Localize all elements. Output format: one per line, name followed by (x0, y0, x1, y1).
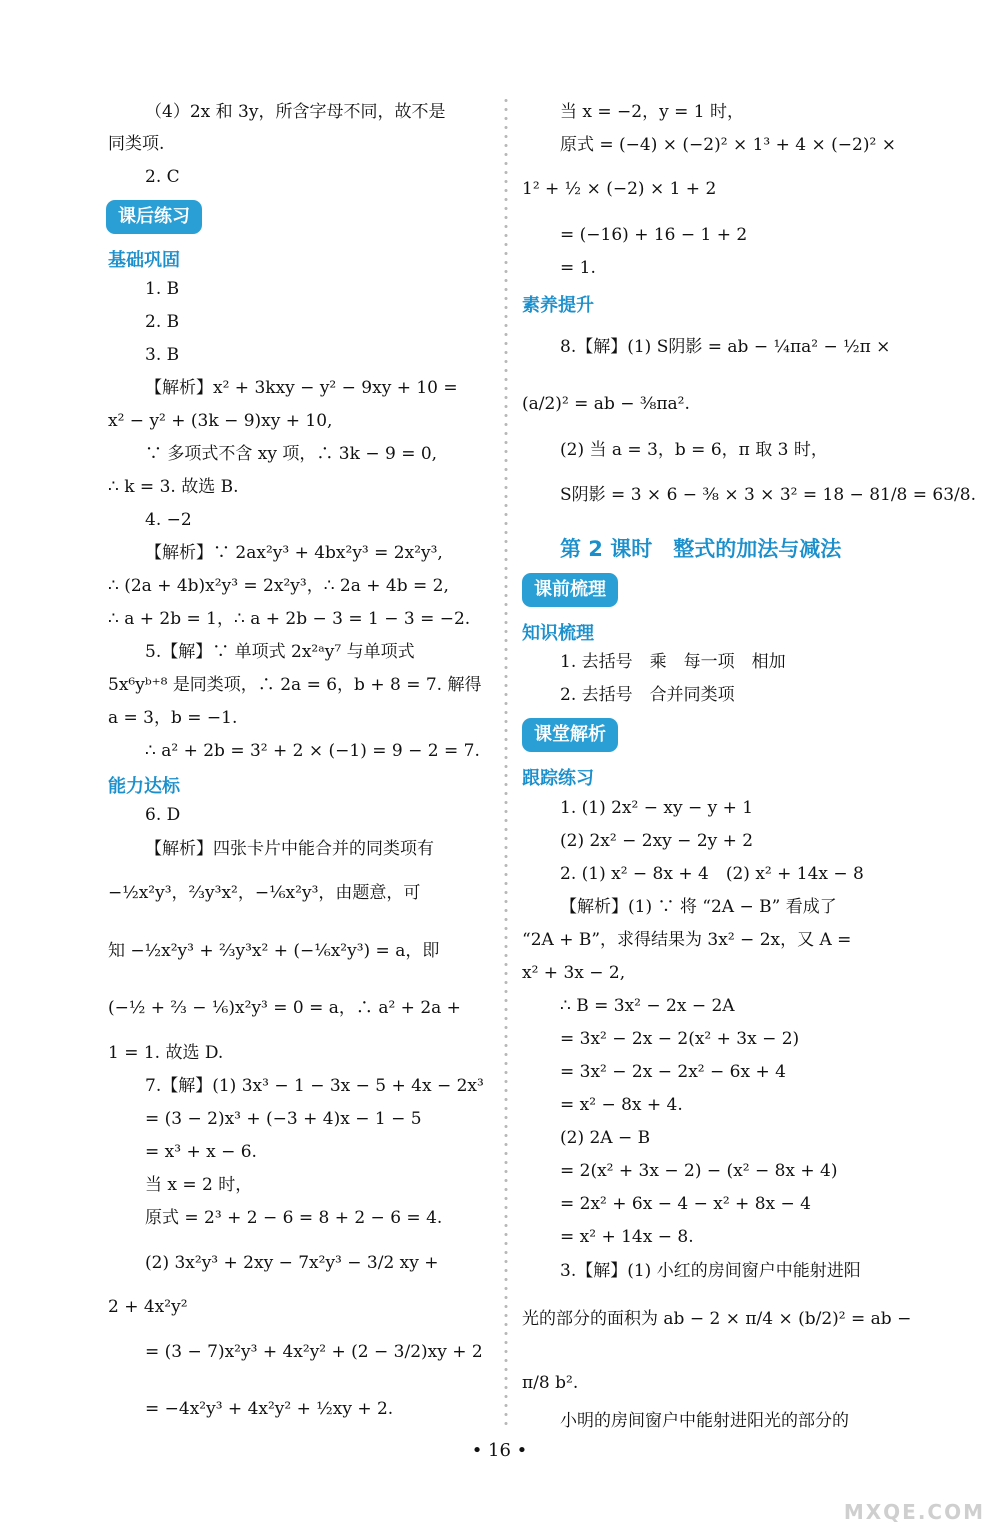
text-line: ∴ k = 3. 故选 B. (108, 477, 239, 497)
text-line: −½x²y³，⅔y³x²，−⅙x²y³，由题意，可 (108, 883, 421, 903)
column-divider (503, 96, 509, 1426)
text-line: (−½ + ⅔ − ⅙)x²y³ = 0 = a，∴ a² + 2a + (108, 998, 461, 1018)
text-line: 知 −½x²y³ + ⅔y³x² + (−⅙x²y³) = a，即 (108, 941, 440, 961)
text-line: 2 + 4x²y² (108, 1297, 188, 1317)
text-line: ∴ a + 2b = 1，∴ a + 2b − 3 = 1 − 3 = −2. (108, 609, 471, 629)
text-line: 1 = 1. 故选 D. (108, 1043, 224, 1063)
text-line: = x² − 8x + 4. (560, 1095, 683, 1115)
answer-line: 1. B (145, 279, 180, 299)
text-line: = 3x² − 2x − 2(x² + 3x − 2) (560, 1029, 800, 1049)
text-line: (2) 2A − B (560, 1128, 651, 1148)
text-line: (2) 3x²y³ + 2xy − 7x²y³ − 3/2 xy + (145, 1253, 439, 1273)
subsection-heading: 素养提升 (522, 295, 594, 316)
text-line: = x³ + x − 6. (145, 1142, 257, 1162)
text-line: 2. (1) x² − 8x + 4 (2) x² + 14x − 8 (560, 864, 864, 884)
section-label: 课堂解析 (522, 718, 618, 752)
text-line: a = 3，b = −1. (108, 708, 238, 728)
text-line: ∵ 多项式不含 xy 项，∴ 3k − 9 = 0, (145, 444, 438, 464)
section-label: 课后练习 (106, 200, 202, 234)
text-line: 1. 去括号 乘 每一项 相加 (560, 652, 786, 672)
text-line: 【解析】四张卡片中能合并的同类项有 (145, 839, 434, 859)
text-line: ∴ (2a + 4b)x²y³ = 2x²y³，∴ 2a + 4b = 2, (108, 576, 449, 596)
text-line: ∴ B = 3x² − 2x − 2A (560, 996, 735, 1016)
text-line: = 2(x² + 3x − 2) − (x² − 8x + 4) (560, 1161, 838, 1181)
text-line: = (−16) + 16 − 1 + 2 (560, 225, 748, 245)
text-line: S阴影 = 3 × 6 − ⅜ × 3 × 3² = 18 − 81/8 = 63/8. (560, 485, 977, 505)
section-label: 课前梳理 (522, 573, 618, 607)
answer-line: 2. B (145, 312, 180, 332)
text-line: = (3 − 2)x³ + (−3 + 4)x − 1 − 5 (145, 1109, 422, 1129)
text-line: = 3x² − 2x − 2x² − 6x + 4 (560, 1062, 786, 1082)
text-line: = −4x²y³ + 4x²y² + ½xy + 2. (145, 1399, 394, 1419)
answer-line: 3. B (145, 345, 180, 365)
text-line: 7.【解】(1) 3x³ − 1 − 3x − 5 + 4x − 2x³ (145, 1076, 484, 1096)
text-line: 当 x = 2 时， (145, 1175, 253, 1195)
subsection-heading: 能力达标 (108, 776, 180, 797)
lesson-title: 第 2 课时 整式的加法与减法 (560, 537, 842, 561)
text-line: 2. C (145, 167, 180, 187)
text-line: 2. 去括号 合并同类项 (560, 685, 735, 705)
text-line: 原式 = 2³ + 2 − 6 = 8 + 2 − 6 = 4. (145, 1208, 443, 1228)
page-number: • 16 • (471, 1440, 528, 1461)
watermark: MXQE.COM (843, 1500, 985, 1524)
text-line: π/8 b². (522, 1373, 579, 1393)
text-line: （4）2x 和 3y，所含字母不同，故不是 (145, 102, 446, 122)
text-line: 当 x = −2，y = 1 时， (560, 102, 744, 122)
text-line: 5.【解】∵ 单项式 2x²ᵃy⁷ 与单项式 (145, 642, 415, 662)
text-line: 3.【解】(1) 小红的房间窗户中能射进阳 (560, 1261, 861, 1281)
text-line: x² + 3x − 2, (522, 963, 626, 983)
text-line: = (3 − 7)x²y³ + 4x²y² + (2 − 3/2)xy + 2 (145, 1342, 483, 1362)
text-line: 1² + ½ × (−2) × 1 + 2 (522, 179, 717, 199)
text-line: “2A + B”，求得结果为 3x² − 2x，又 A = (522, 930, 852, 950)
text-line: 原式 = (−4) × (−2)² × 1³ + 4 × (−2)² × (560, 135, 896, 155)
text-line: (a/2)² = ab − ⅜πa². (522, 394, 690, 414)
text-line: 5x⁶yᵇ⁺⁸ 是同类项，∴ 2a = 6，b + 8 = 7. 解得 (108, 675, 482, 695)
text-line: = x² + 14x − 8. (560, 1227, 694, 1247)
text-line: x² − y² + (3k − 9)xy + 10, (108, 411, 333, 431)
subsection-heading: 跟踪练习 (522, 768, 594, 789)
subsection-heading: 知识梳理 (522, 623, 594, 644)
text-line: 【解析】x² + 3kxy − y² − 9xy + 10 = (145, 378, 458, 398)
text-line: 光的部分的面积为 ab − 2 × π/4 × (b/2)² = ab − (522, 1309, 912, 1329)
text-line: (2) 当 a = 3，b = 6，π 取 3 时， (560, 440, 828, 460)
text-line: (2) 2x² − 2xy − 2y + 2 (560, 831, 754, 851)
subsection-heading: 基础巩固 (108, 250, 180, 271)
answer-line: 6. D (145, 805, 181, 825)
text-line: ∴ a² + 2b = 3² + 2 × (−1) = 9 − 2 = 7. (145, 741, 480, 761)
text-line: = 2x² + 6x − 4 − x² + 8x − 4 (560, 1194, 811, 1214)
text-line: 【解析】(1) ∵ 将 “2A − B” 看成了 (560, 897, 837, 917)
text-line: = 1. (560, 258, 596, 278)
text-line: 同类项. (108, 134, 165, 154)
text-line: 8.【解】(1) S阴影 = ab − ¼πa² − ½π × (560, 337, 891, 357)
text-line: 【解析】∵ 2ax²y³ + 4bx²y³ = 2x²y³, (145, 543, 443, 563)
answer-line: 4. −2 (145, 510, 192, 530)
text-line: 小明的房间窗户中能射进阳光的部分的 (560, 1411, 849, 1431)
text-line: 1. (1) 2x² − xy − y + 1 (560, 798, 754, 818)
